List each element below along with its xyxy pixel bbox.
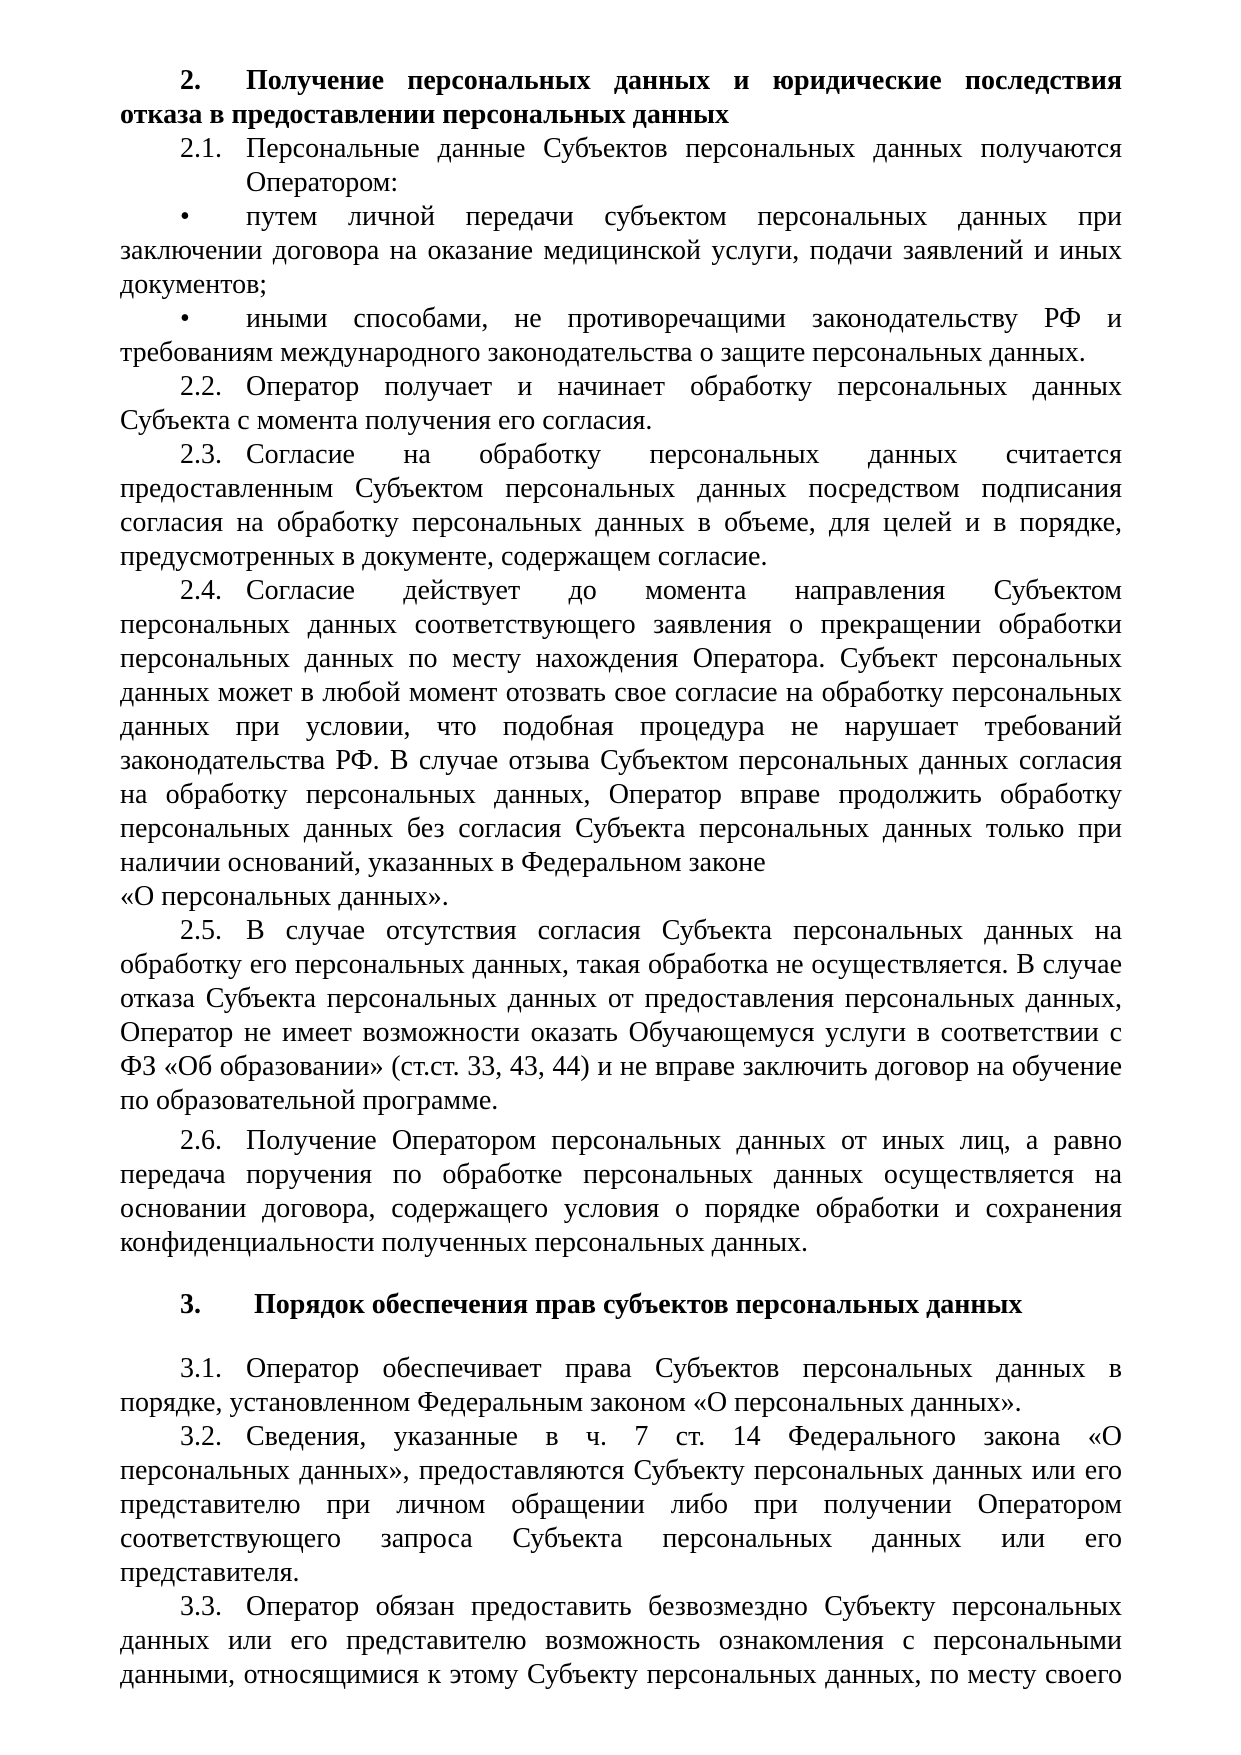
- text-line: [120, 234, 1122, 268]
- section-number: 2.: [180, 65, 201, 96]
- clause-3-2: [120, 1420, 1122, 1590]
- clause-text: соответствующего запроса Субъекта персональных данных или его: [120, 1523, 1122, 1554]
- section-spacer: [120, 1260, 1122, 1288]
- bullet-text: документов;: [120, 269, 268, 300]
- text-line: [120, 1488, 1122, 1522]
- clause-text: законодательства РФ. В случае отзыва Субъектом персональных данных согласия: [120, 745, 1122, 776]
- clause-text: порядке, установленном Федеральным законом «О персональных данных».: [120, 1387, 1022, 1418]
- text-line: [120, 982, 1122, 1016]
- section-spacer: [120, 1322, 1122, 1352]
- heading-text: Получение персональных данных и юридические последствия: [246, 65, 1122, 96]
- text-line: [120, 132, 1122, 166]
- clause-text: Субъекта с момента получения его согласия.: [120, 405, 653, 436]
- section-number: 3.: [180, 1289, 201, 1320]
- clause-number: 2.1.: [180, 133, 222, 164]
- text-line: [120, 1124, 1122, 1158]
- clause-text: предусмотренных в документе, содержащем согласие.: [120, 541, 768, 572]
- clause-text: данных при условии, что подобная процедура не нарушает требований: [120, 711, 1122, 742]
- heading-line: [120, 1288, 1122, 1322]
- clause-text: персональных данных без согласия Субъекта персональных данных только при: [120, 813, 1122, 844]
- clause-text: отказа Субъекта персональных данных от предоставления персональных данных,: [120, 983, 1122, 1014]
- text-line: [120, 506, 1122, 540]
- text-line: [120, 1050, 1122, 1084]
- bullet-text: заключении договора на оказание медицинской услуги, подачи заявлений и иных: [120, 235, 1122, 266]
- clause-text: основании договора, содержащего условия о порядке обработки и сохранения: [120, 1193, 1122, 1224]
- clause-text: обработку его персональных данных, такая обработка не осуществляется. В случае: [120, 949, 1122, 980]
- clause-text: на обработку персональных данных, Оператор вправе продолжить обработку: [120, 779, 1122, 810]
- clause-2-3: [120, 438, 1122, 574]
- clause-2-2: [120, 370, 1122, 438]
- clause-text: согласия на обработку персональных данных в объеме, для целей и в порядке,: [120, 507, 1122, 538]
- clause-number: 2.5.: [180, 915, 222, 946]
- clause-text: данными, относящимися к этому Субъекту персональных данных, по месту своего: [120, 1659, 1122, 1690]
- text-line: [120, 1158, 1122, 1192]
- text-line: [120, 1352, 1122, 1386]
- text-line: [120, 370, 1122, 404]
- section-3-heading: [120, 1288, 1122, 1322]
- text-line: [120, 1454, 1122, 1488]
- clause-text: передача поручения по обработке персональных данных осуществляется на: [120, 1159, 1122, 1190]
- heading-text: Порядок обеспечения прав субъектов персональных данных: [254, 1289, 1023, 1320]
- text-line: [120, 1556, 1122, 1590]
- heading-text: отказа в предоставлении персональных данных: [120, 99, 729, 130]
- clause-text: персональных данных по месту нахождения Оператора. Субъект персональных: [120, 643, 1122, 674]
- text-line: [120, 404, 1122, 438]
- clause-number: 3.1.: [180, 1353, 222, 1384]
- section-2-heading: [120, 64, 1122, 132]
- clause-text: персональных данных соответствующего заявления о прекращении обработки: [120, 609, 1122, 640]
- text-line: [120, 812, 1122, 846]
- clause-text: В случае отсутствия согласия Субъекта персональных данных на: [246, 915, 1122, 946]
- bullet-icon: •: [180, 201, 190, 232]
- text-line: [120, 1590, 1122, 1624]
- text-line: [120, 778, 1122, 812]
- text-line: [120, 1420, 1122, 1454]
- clause-2-6: [120, 1124, 1122, 1260]
- clause-3-1: [120, 1352, 1122, 1420]
- clause-text: предоставленным Субъектом персональных данных посредством подписания: [120, 473, 1122, 504]
- clause-text: данных или его представителю возможность ознакомления с персональными: [120, 1625, 1122, 1656]
- clause-text: представителя.: [120, 1557, 300, 1588]
- clause-text: данных может в любой момент отозвать свое согласие на обработку персональных: [120, 677, 1122, 708]
- clause-3-3: [120, 1590, 1122, 1692]
- text-line: [120, 710, 1122, 744]
- clause-text: Персональные данные Субъектов персональных данных получаются: [246, 133, 1122, 164]
- text-line: [120, 608, 1122, 642]
- clause-text: Оператор получает и начинает обработку персональных данных: [246, 371, 1122, 402]
- clause-text: наличии оснований, указанных в Федеральном законе: [120, 847, 766, 878]
- clause-text: Оператор обязан предоставить безвозмездно Субъекту персональных: [246, 1591, 1122, 1622]
- clause-text: персональных данных», предоставляются Субъекту персональных данных или его: [120, 1455, 1122, 1486]
- bullet-text: путем личной передачи субъектом персональных данных при: [246, 201, 1122, 232]
- clause-text: Согласие на обработку персональных данных считается: [246, 439, 1122, 470]
- clause-text: Сведения, указанные в ч. 7 ст. 14 Федерального закона «О: [246, 1421, 1122, 1452]
- bullet-icon: •: [180, 303, 190, 334]
- text-line: [120, 438, 1122, 472]
- text-line: [120, 642, 1122, 676]
- bullet-text: требованиям международного законодательства о защите персональных данных.: [120, 337, 1086, 368]
- text-line: [120, 676, 1122, 710]
- text-line: [120, 1226, 1122, 1260]
- bullet-text: иными способами, не противоречащими законодательству РФ и: [246, 303, 1122, 334]
- text-line: [120, 268, 1122, 302]
- text-line: [120, 540, 1122, 574]
- clause-number: 3.2.: [180, 1421, 222, 1452]
- clause-number: 2.6.: [180, 1125, 222, 1156]
- clause-2-5: [120, 914, 1122, 1118]
- text-line: [120, 302, 1122, 336]
- clause-text: конфиденциальности полученных персональных данных.: [120, 1227, 809, 1258]
- text-line: [120, 1386, 1122, 1420]
- text-line: [120, 846, 1122, 880]
- clause-number: 2.3.: [180, 439, 222, 470]
- text-line: [120, 880, 1122, 914]
- text-line: [120, 1624, 1122, 1658]
- clause-2-1: [120, 132, 1122, 200]
- clause-number: 3.3.: [180, 1591, 222, 1622]
- text-line: [120, 914, 1122, 948]
- bullet-item-2: [120, 302, 1122, 370]
- text-line: [120, 336, 1122, 370]
- clause-text: Оператор не имеет возможности оказать Обучающемуся услуги в соответствии с: [120, 1017, 1122, 1048]
- text-line: [120, 1522, 1122, 1556]
- clause-text: ФЗ «Об образовании» (ст.ст. 33, 43, 44) и не вправе заключить договор на обучение: [120, 1051, 1122, 1082]
- clause-text: Оператор обеспечивает права Субъектов персональных данных в: [246, 1353, 1122, 1384]
- text-line: [120, 200, 1122, 234]
- clause-2-4: [120, 574, 1122, 914]
- text-line: [120, 1084, 1122, 1118]
- text-line: [120, 1016, 1122, 1050]
- heading-line: [120, 64, 1122, 98]
- clause-text: по образовательной программе.: [120, 1085, 499, 1116]
- text-line: [120, 472, 1122, 506]
- clause-text: Оператором:: [246, 167, 399, 198]
- clause-text: Получение Оператором персональных данных от иных лиц, а равно: [246, 1125, 1122, 1156]
- clause-number: 2.4.: [180, 575, 222, 606]
- text-line: [120, 1192, 1122, 1226]
- text-line: [120, 948, 1122, 982]
- text-line: [120, 1658, 1122, 1692]
- bullet-item-1: [120, 200, 1122, 302]
- text-line: [120, 744, 1122, 778]
- text-line: [120, 574, 1122, 608]
- heading-line: [120, 98, 1122, 132]
- clause-text: представителю при личном обращении либо при получении Оператором: [120, 1489, 1122, 1520]
- clause-number: 2.2.: [180, 371, 222, 402]
- clause-text: Согласие действует до момента направления Субъектом: [246, 575, 1122, 606]
- text-line: [120, 166, 1122, 200]
- clause-text: «О персональных данных».: [120, 881, 449, 912]
